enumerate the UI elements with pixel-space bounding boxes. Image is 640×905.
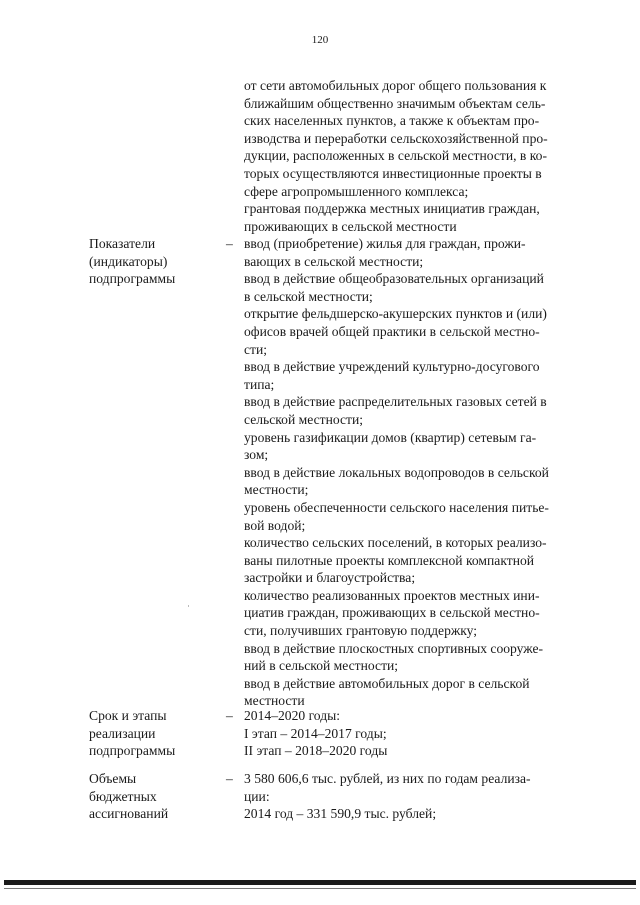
text-line: местности	[244, 693, 305, 709]
dash-separator: –	[226, 708, 233, 723]
text-line: сельской местности;	[244, 411, 364, 427]
text-line: ваны пилотные проекты комплексной компактной	[244, 552, 535, 568]
text-line: зом;	[244, 447, 269, 463]
text-line: сти, получивших грантовую поддержку;	[244, 623, 478, 639]
label-line: реализации	[89, 725, 156, 741]
text-line: ввод в действие автомобильных дорог в сельской	[244, 675, 530, 691]
text-line: торых осуществляются инвестиционные проекты в	[244, 165, 542, 181]
text-line: сти;	[244, 341, 268, 357]
label-line: подпрограммы	[89, 743, 176, 759]
text-line: типа;	[244, 376, 275, 392]
text-line: уровень газификации домов (квартир) сетевым га-	[244, 429, 537, 445]
label-line: Объемы	[89, 771, 137, 786]
text-line: 2014 год – 331 590,9 тыс. рублей;	[244, 806, 437, 822]
budget-text	[244, 770, 580, 823]
label-line: Показатели	[89, 236, 156, 251]
terms-text	[244, 707, 580, 760]
text-line: количество реализованных проектов местных ини-	[244, 587, 540, 603]
page-number: 120	[311, 34, 329, 46]
text-line: ввод в действие локальных водопроводов в сельской	[244, 464, 549, 480]
dash-separator: –	[226, 771, 233, 786]
bottom-rule	[4, 880, 636, 885]
text-line: местности;	[244, 482, 309, 498]
text-line: ближайшим общественно значимым объектам сель-	[244, 95, 546, 111]
label-line: (индикаторы)	[89, 253, 168, 269]
text-line: количество сельских поселений, в которых реализо-	[244, 535, 547, 551]
bottom-rule-thin	[4, 888, 636, 889]
text-line: ввод (приобретение) жилья для граждан, прожи-	[244, 236, 526, 251]
text-line: сфере агропромышленного комплекса;	[244, 183, 469, 199]
text-line: ввод в действие распределительных газовых сетей в	[244, 394, 547, 410]
text-line: ний в сельской местности;	[244, 658, 399, 674]
text-line: ции:	[244, 788, 270, 804]
text-line: ввод в действие учреждений культурно-досугового	[244, 359, 540, 375]
indicators-text	[244, 235, 580, 710]
text-line: изводства и переработки сельскохозяйственной про-	[244, 130, 548, 146]
label-line: бюджетных	[89, 788, 157, 804]
text-line: грантовая поддержка местных инициатив граждан,	[244, 201, 540, 217]
continued-text-block	[244, 77, 580, 235]
text-line: в сельской местности;	[244, 288, 373, 304]
text-line: 2014–2020 годы:	[244, 708, 341, 723]
text-line: открытие фельдшерско-акушерских пунктов и (или)	[244, 306, 547, 322]
text-line: 3 580 606,6 тыс. рублей, из них по годам реализа-	[244, 771, 531, 786]
text-line: I этап – 2014–2017 годы;	[244, 725, 387, 741]
text-line: II этап – 2018–2020 годы	[244, 743, 388, 759]
text-line: ввод в действие общеобразовательных организаций	[244, 271, 544, 287]
indicators-label	[89, 235, 229, 288]
text-line: вающих в сельской местности;	[244, 253, 424, 269]
dash-separator: –	[226, 236, 233, 251]
label-line: ассигнований	[89, 806, 169, 822]
text-line: ских населенных пунктов, а также к объектам про-	[244, 113, 540, 129]
text-line: циатив граждан, проживающих в сельской местно-	[244, 605, 540, 621]
label-line: подпрограммы	[89, 271, 176, 287]
label-line: Срок и этапы	[89, 708, 167, 723]
text-line: ввод в действие плоскостных спортивных сооруже-	[244, 640, 544, 656]
scan-speck	[188, 605, 189, 607]
text-line: проживающих в сельской местности	[244, 218, 457, 234]
text-line: от сети автомобильных дорог общего пользования к	[244, 78, 547, 93]
budget-label	[89, 770, 229, 823]
text-line: вой водой;	[244, 517, 306, 533]
text-line: застройки и благоустройства;	[244, 570, 416, 586]
text-line: уровень обеспеченности сельского населения питье-	[244, 499, 549, 515]
text-line: дукции, расположенных в сельской местности, в ко-	[244, 148, 547, 164]
text-line: офисов врачей общей практики в сельской местно-	[244, 323, 540, 339]
terms-label	[89, 707, 229, 760]
